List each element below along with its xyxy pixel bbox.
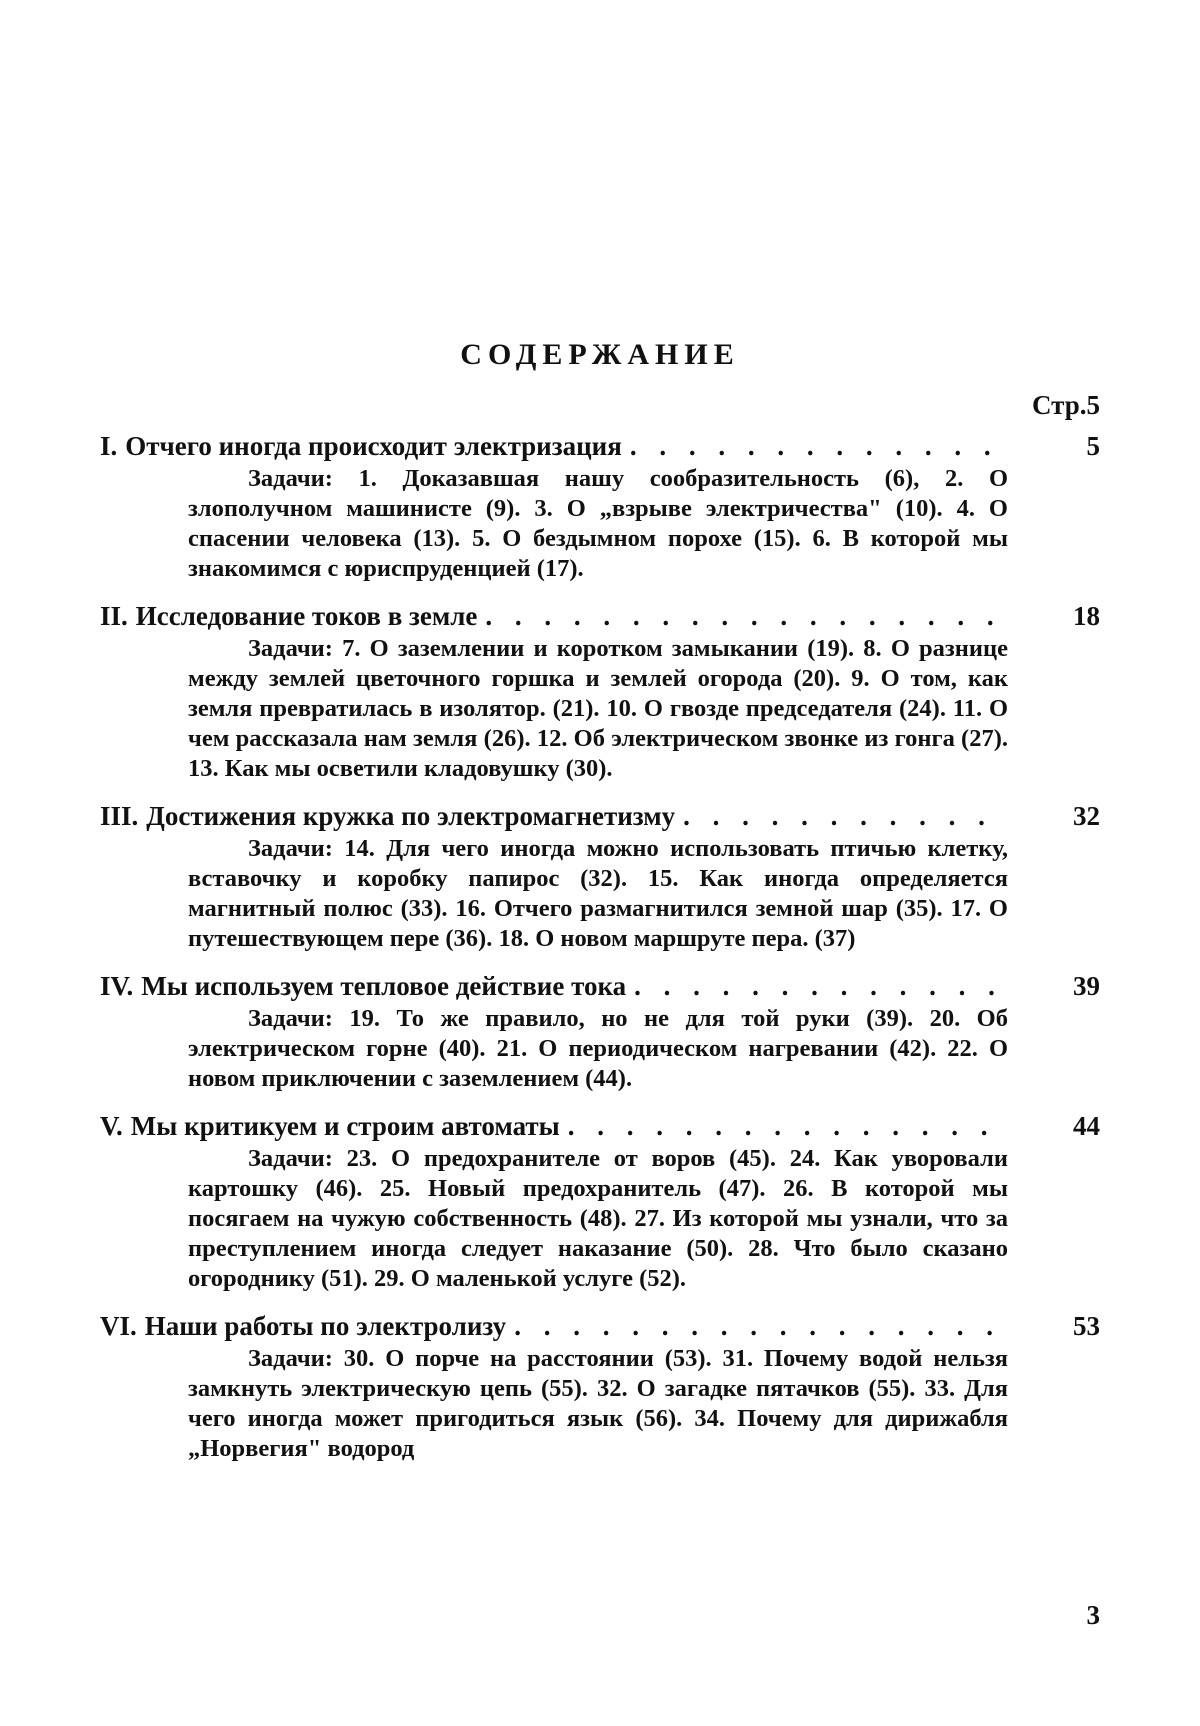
section-page-number: 18 xyxy=(1073,601,1100,631)
section-page-number: 32 xyxy=(1073,801,1100,831)
footer-page-number: 3 xyxy=(1086,1600,1100,1630)
dot-leader xyxy=(514,1308,1004,1344)
section-number: IV. xyxy=(100,971,134,1001)
page-title: СОДЕРЖАНИЕ xyxy=(460,338,740,371)
contents-section xyxy=(100,1308,1100,1464)
contents-section xyxy=(100,598,1100,784)
section-heading[interactable] xyxy=(100,428,1100,464)
section-number: VI. xyxy=(100,1311,137,1341)
section-title: Отчего иногда происходит электризация xyxy=(125,431,622,461)
contents-section xyxy=(100,968,1100,1094)
dot-leader xyxy=(568,1108,1004,1144)
section-heading[interactable] xyxy=(100,1308,1100,1344)
section-number: III. xyxy=(100,801,139,831)
section-page-number: 44 xyxy=(1073,1111,1100,1141)
section-heading[interactable] xyxy=(100,968,1100,1004)
section-tasks: Задачи: 1. Доказавшая нашу сообразительность (6), 2. О злополучном машинисте (9). 3. О „взрыве электричества" (10). 4. О спасении человека (13). 5. О бездымном порохе (15). 6. В которой мы знакомимся с юриспруденцией (17). xyxy=(188,465,1008,582)
section-title: Исследование токов в земле xyxy=(135,601,478,631)
section-heading[interactable] xyxy=(100,798,1100,834)
section-tasks: Задачи: 23. О предохранителе от воров (45). 24. Как уворовали картошку (46). 25. Новый предохранитель (47). 26. В которой мы посягаем на чужую собственность (48). 27. Из которой мы узнали, что за преступлением иногда следует наказание (50). 28. Что было сказано огороднику (51). 29. О маленькой услуге (52). xyxy=(188,1145,1008,1292)
contents-section xyxy=(100,798,1100,954)
section-number: I. xyxy=(100,431,118,461)
section-number: II. xyxy=(100,601,128,631)
section-tasks: Задачи: 30. О порче на расстоянии (53). 31. Почему водой нельзя замкнуть электрическую цепь (55). 32. О загадке пятачков (55). 33. Для чего иногда может пригодиться язык (56). 34. Почему для дирижабля „Норвегия" водород xyxy=(188,1345,1008,1462)
section-heading[interactable] xyxy=(100,1108,1100,1144)
section-page-number: 39 xyxy=(1073,971,1100,1001)
section-title: Мы критикуем и строим автоматы xyxy=(130,1111,560,1141)
section-heading[interactable] xyxy=(100,598,1100,634)
section-tasks: Задачи: 14. Для чего иногда можно использовать птичью клетку, вставочку и коробку папирос (32). 15. Как иногда определяется магнитный полюс (33). 16. Отчего размагнитился земной шар (35). 17. О путешествующем пере (36). 18. О новом маршруте пера. (37) xyxy=(188,835,1008,952)
contents-section xyxy=(100,1108,1100,1294)
dot-leader xyxy=(634,968,1004,1004)
dot-leader xyxy=(683,798,1004,834)
contents-list xyxy=(100,428,1100,1478)
section-page-number: 53 xyxy=(1073,1311,1100,1341)
section-page-number: 5 xyxy=(1086,431,1100,461)
section-title: Мы используем тепловое действие тока xyxy=(141,971,627,1001)
section-number: V. xyxy=(100,1111,123,1141)
section-title: Наши работы по электролизу xyxy=(144,1311,507,1341)
section-tasks: Задачи: 19. То же правило, но не для той руки (39). 20. Об электрическом горне (40). 21. О периодическом нагревании (42). 22. О новом приключении с заземлением (44). xyxy=(188,1005,1008,1092)
section-tasks: Задачи: 7. О заземлении и коротком замыкании (19). 8. О разнице между землей цветочного горшка и землей огорода (20). 9. О том, как земля превратилась в изолятор. (21). 10. О гвозде председателя (24). 11. О чем рассказала нам земля (26). 12. Об электрическом звонке из гонга (27). 13. Как мы осветили кладовушку (30). xyxy=(188,635,1008,782)
section-title: Достижения кружка по электромагнетизму xyxy=(146,801,676,831)
dot-leader xyxy=(485,598,1004,634)
page-column-header: Стр.5 xyxy=(1031,390,1100,420)
dot-leader xyxy=(630,428,1004,464)
contents-section xyxy=(100,428,1100,584)
